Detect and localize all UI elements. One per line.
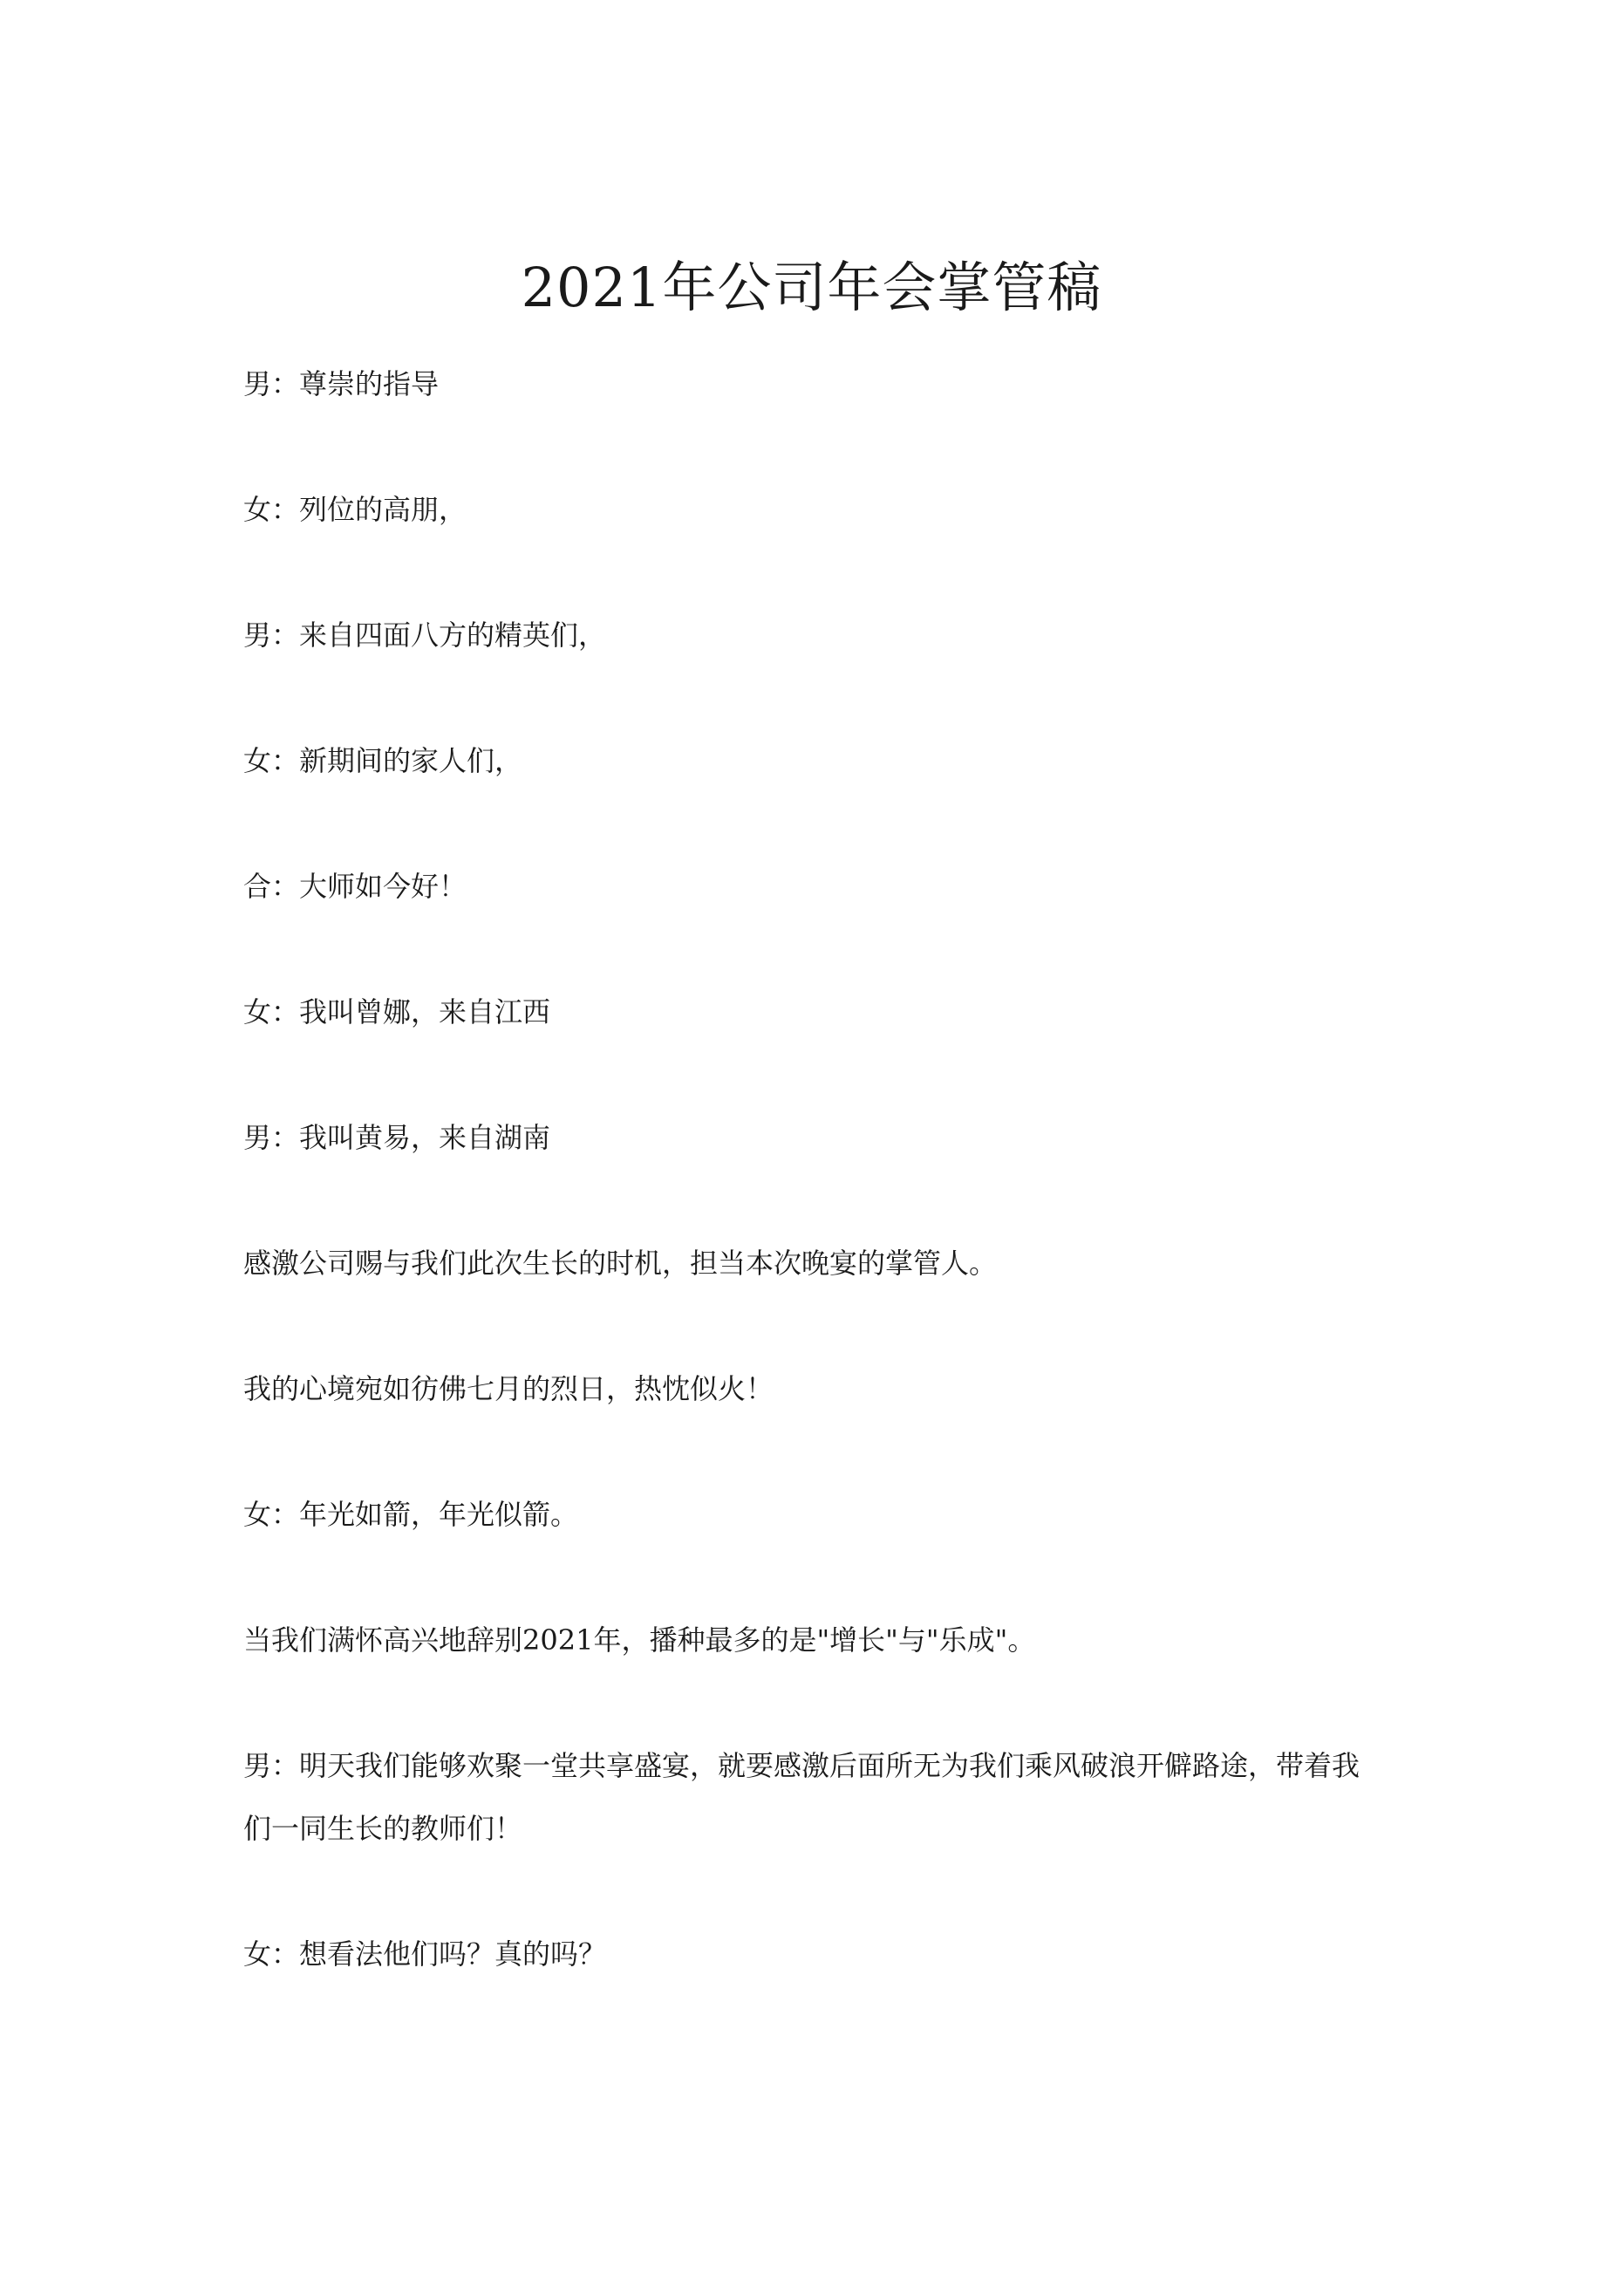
paragraph-4: 女：新期间的家人们，	[243, 744, 523, 777]
paragraph-11: 当我们满怀高兴地辞别2021年，播种最多的是"增长"与"乐成"。	[243, 1623, 1036, 1657]
paragraph-3: 男：来自四面八方的精英们，	[243, 618, 607, 652]
paragraph-7: 男：我叫黄易，来自湖南	[243, 1121, 551, 1154]
paragraph-5: 合：大师如今好！	[243, 870, 467, 903]
document-title: 2021年公司年会掌管稿	[521, 256, 1102, 319]
paragraph-1: 男：尊崇的指导	[243, 367, 440, 400]
paragraph-9: 我的心境宛如彷佛七月的烈日，热忱似火！	[243, 1372, 774, 1405]
paragraph-13: 女：想看法他们吗？真的吗？	[243, 1937, 607, 1971]
paragraph-8: 感激公司赐与我们此次生长的时机，担当本次晚宴的掌管人。	[243, 1247, 998, 1280]
paragraph-6: 女：我叫曾娜，来自江西	[243, 995, 551, 1028]
paragraph-10: 女：年光如箭，年光似箭。	[243, 1498, 579, 1531]
paragraph-12: 男：明天我们能够欢聚一堂共享盛宴，就要感激后面所无为我们乘风破浪开僻路途，带着我们一同生长的教师们！	[243, 1749, 1360, 1845]
paragraph-2: 女：列位的高朋，	[243, 493, 467, 526]
